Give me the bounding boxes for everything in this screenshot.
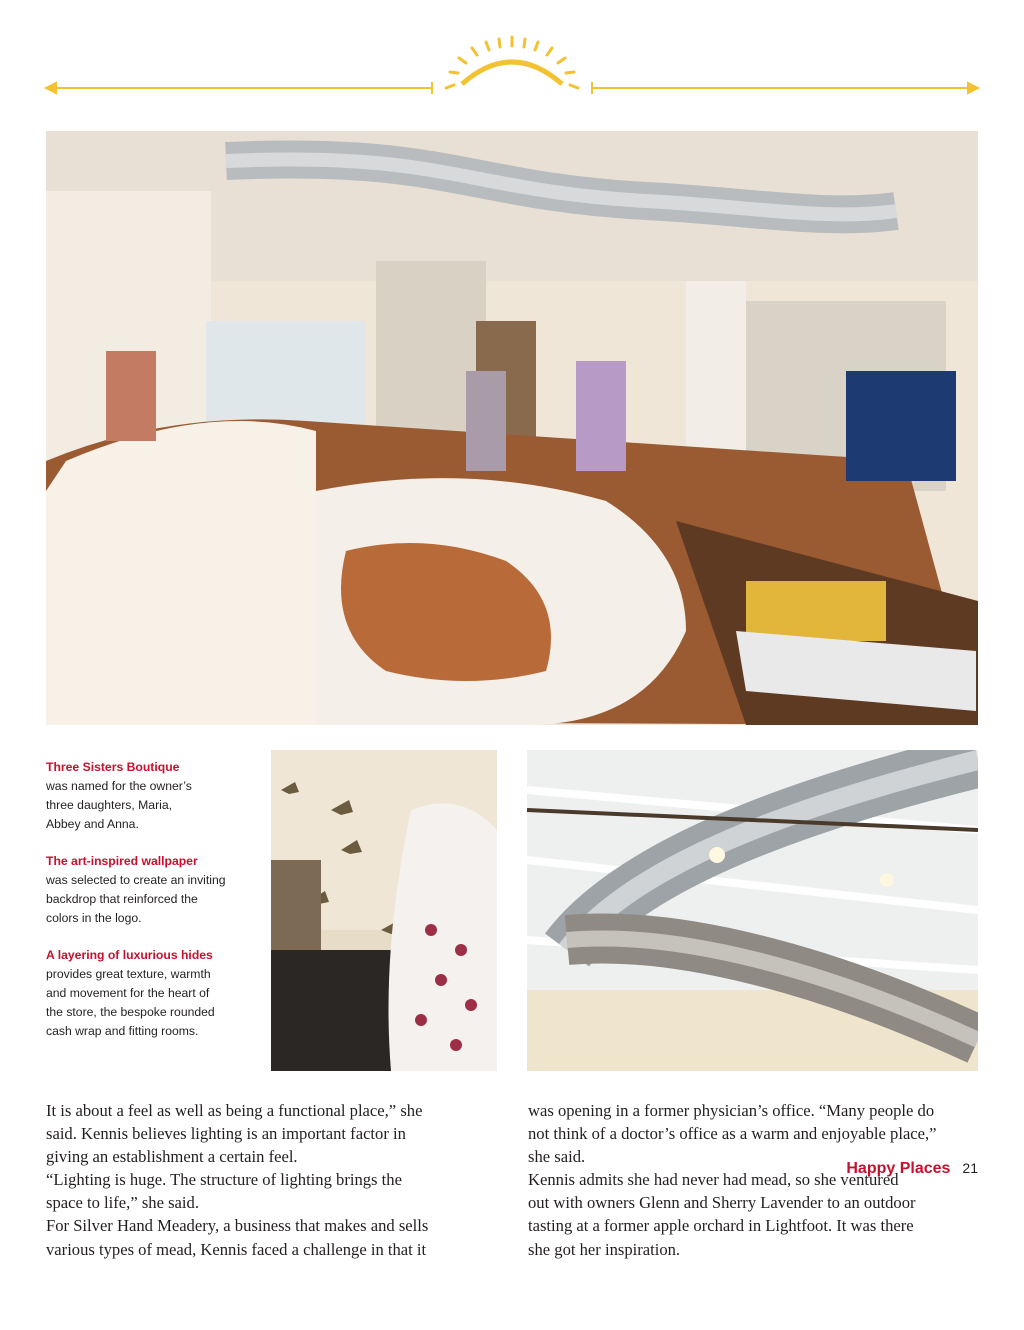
page-footer (846, 1160, 978, 1184)
article-column-left: It is about a feel as well as being a functional place,” she said. Kennis believes lighting is an important factor in giving an establishment a certain feel. “Lighting is huge. The structure of lighting brings the space to life,” she said. For Silver Hand Meadery, a business that makes and sells various types of mead, Kennis faced a challenge in that it (46, 1101, 429, 1259)
wall-art-birds-photo (271, 750, 497, 1071)
caption-item (46, 758, 261, 834)
caption-body: was selected to create an inviting backdrop that reinforced the colors in the logo. (46, 873, 226, 925)
caption-title: The art-inspired wallpaper (46, 854, 198, 868)
caption-title: Three Sisters Boutique (46, 760, 180, 774)
photo-captions (46, 758, 261, 1059)
caption-body: provides great texture, warmth and movement for the heart of the store, the bespoke rounded cash wrap and fitting rooms. (46, 967, 215, 1038)
ceiling-ducts-photo (527, 750, 978, 1071)
section-title: Happy Places (846, 1160, 951, 1177)
page-number: 21 (962, 1160, 978, 1176)
caption-item (46, 852, 261, 928)
boutique-interior-photo (46, 131, 978, 725)
article-column-right: was opening in a former physician’s office. “Many people do not think of a doctor’s office as a warm and enjoyable place,” she said. Kennis admits she had never had mead, so she ventured out with owners Glenn and Sherry Lavender to an outdoor tasting at a former apple orchard in Lightfoot. It was there she got her inspiration. (528, 1101, 937, 1259)
caption-title: A layering of luxurious hides (46, 948, 213, 962)
caption-body: was named for the owner’s three daughters, Maria, Abbey and Anna. (46, 779, 192, 831)
caption-item (46, 946, 261, 1041)
sunrise-divider-icon (0, 0, 1024, 120)
